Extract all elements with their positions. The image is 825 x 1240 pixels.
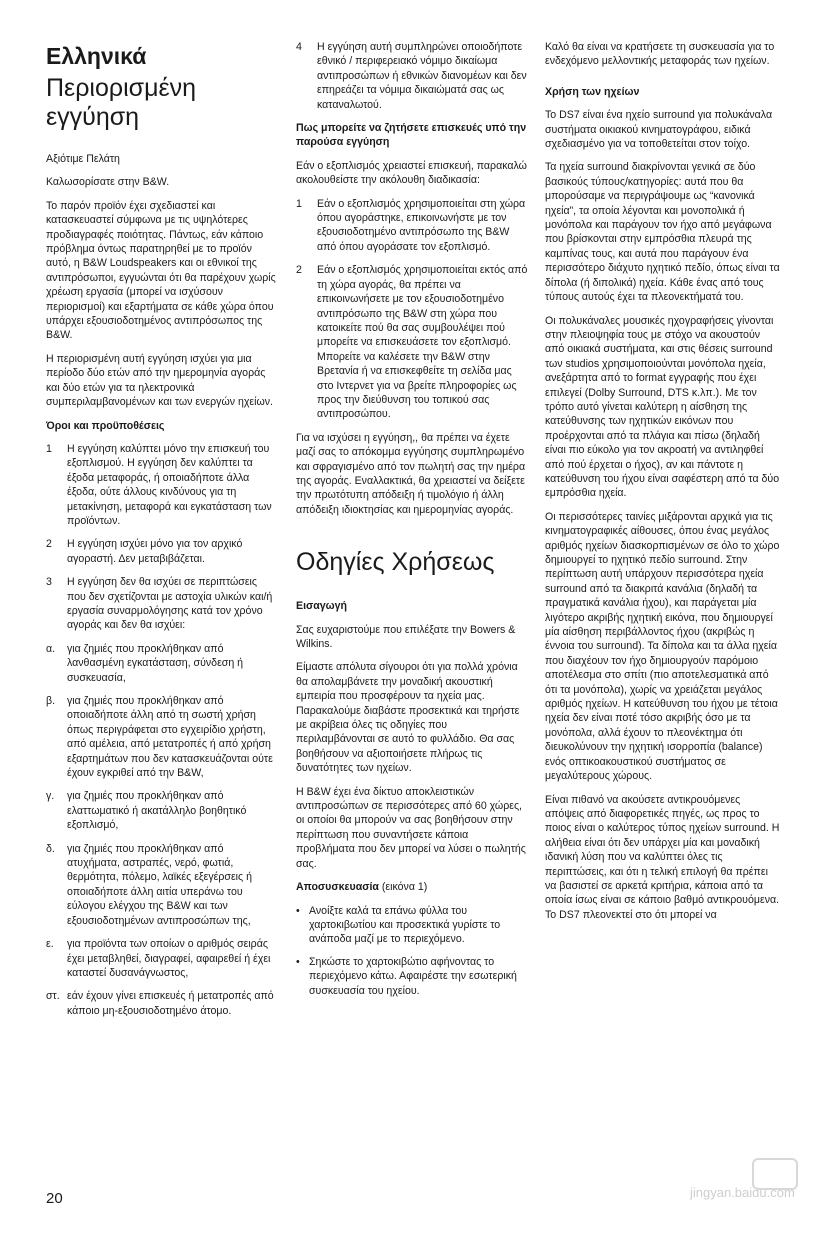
paragraph: Εάν ο εξοπλισμός χρειαστεί επισκευή, παρακαλώ ακολουθείστε την ακόλουθη διαδικασία: (296, 159, 527, 187)
terms-heading: Όροι και προϋποθέσεις (46, 419, 165, 432)
claim-heading: Πως μπορείτε να ζητήσετε επισκευές υπό την παρούσα εγγύηση (296, 122, 527, 149)
paragraph: Η περιορισμένη αυτή εγγύηση ισχύει για μια περίοδο δύο ετών από την ημερομηνία αγοράς και δύο ετών για τα ηλεκτρονικά συμπεριλαμβανομένων και των ενεργών ηχείων. (46, 352, 274, 409)
list-text: Εάν ο εξοπλισμός χρησιμοποιείται εκτός από τη χώρα αγοράς, θα πρέπει να επικοινωνήσετε με τον εξουσιοδοτημένο αντιπρόσωπο της B&W στη χώρα που κατοικείτε πού θα σας συμβουλέψει πού μπορείτε να επισκευάσετε τον εξοπλισμό. Μπορείτε να καλέσετε την B&W στην Βρετανία ή να επισκεφθείτε τη σελίδα μας στο Ιντερνετ για να βρείτε πληροφορίες ως προς την διεύθυνση του τοπικού σας αντιπροσώπου. (317, 264, 528, 421)
list-item (296, 197, 528, 255)
list-marker: δ. (46, 842, 55, 855)
list-item (296, 263, 528, 421)
paragraph: Είμαστε απόλυτα σίγουροι ότι για πολλά χρόνια θα απολαμβάνετε την μοναδική ακουστική εμπειρία που προσφέρουν τα ηχεία μας. Παρακαλούμε διαβάστε προσεκτικά και τηρήστε με ακρίβεια όλες τις οδηγίες που περιλαμβάνονται σε αυτό το φυλλάδιο. Θα σας βοηθήσουν να αξιοποιήσετε πλήρως τις δυνατότητες των ηχείων. (296, 661, 520, 775)
list-text: για ζημιές που προκλήθηκαν από ελαττωματικό ή ακατάλληλο βοηθητικό εξοπλισμό, (67, 790, 247, 832)
bullet-text: Σηκώστε το χαρτοκιβώτιο αφήνοντας το περιεχόμενο κάτω. Αφαιρέστε την εσωτερική συσκευασία του ηχείου. (309, 955, 517, 997)
list-marker: 1 (46, 442, 52, 455)
unpack-heading-text: Αποσυσκευασία (296, 881, 379, 894)
list-marker: 3 (46, 576, 52, 589)
list-text: εάν έχουν γίνει επισκευές ή μετατροπές από κάποιο μη-εξουσιοδοτημένο άτομο. (67, 990, 274, 1017)
list-item (46, 537, 278, 566)
list-marker: β. (46, 695, 56, 707)
watermark (690, 1186, 800, 1216)
bullet-text: Ανοίξτε καλά τα επάνω φύλλα του χαρτοκιβωτίου και προσεκτικά γυρίστε το ανάποδα μαζί με το περιεχόμενο. (309, 904, 501, 946)
list-text: Εάν ο εξοπλισμός χρησιμοποιείται στη χώρα όπου αγοράστηκε, επικοινωνήστε με τον εξουσιοδοτημένο αντιπρόσωπο της B&W από όπου αγοράσατε τον εξοπλισμό. (317, 197, 526, 253)
paragraph: Είναι πιθανό να ακούσετε αντικρουόμενες απόψεις από διαφορετικές πηγές, ως προς το ποιος είναι ο καλύτερος τύπος ηχείων surround. Η αλήθεια είναι ότι δεν υπάρχει μία και μοναδική ιδανική λύση που να καλύπτει όλες τις περιπτώσεις, και ότι η τελική επιλογή θα πρέπει να βασιστεί σε αρκετά κριτήρια, κάποια από τα οποία ίσως είναι σε κάποιο βαθμό αντικρουόμενα. Το DS7 πλεονεκτεί στο ότι μπορεί να (545, 793, 780, 921)
language-heading: Ελληνικά (46, 43, 147, 69)
watermark-text: jingyan.baidu.com (690, 1185, 795, 1200)
list-marker: 1 (296, 197, 302, 210)
section-title-manual: Οδηγίες Χρήσεως (296, 548, 495, 577)
bullet-item (296, 904, 528, 947)
intro-heading: Εισαγωγή (296, 600, 347, 613)
paragraph: Το παρόν προϊόν έχει σχεδιαστεί και κατασκευαστεί σύμφωνα με τις υψηλότερες προδιαγραφές ποιότητας. Πάντως, εάν κάποιο πρόβλημα όντως παρατηρηθεί με το προϊόν αυτό, η B&W Loudspeakers και οι εθνικοί της αντιπρόσωποι, εγγυώνται ότι θα παρέχουν χωρίς χρέωση εργασία (μπορεί να ισχύσουν περιορισμοί) και εξαρτήματα σε κάθε χώρα όπου υπάρχει εξουσιοδοτημένος αντιπρόσωπος της B&W. (46, 199, 276, 342)
bullet-icon: • (296, 904, 300, 917)
paragraph: Οι περισσότερες ταινίες μιξάρονται αρχικά για τις κινηματογραφικές αίθουσες, όπου ένας μεγάλος αριθμός ηχείων διασκορπισμένων σε όλο το χώρο δημιουργεί το ηχητικό πεδίο surround. Στην περίπτωση αυτή υπάρχουν περισσότερα ηχεία surround από τα διακριτά κανάλια (δηλαδή τα πραγματικά κανάλια ήχου), και παράγεται μία λιγότερο ακριβής ηχητική εικόνα, που δημιουργεί μία αίσθηση περιβάλλοντος ήχου (ακριβώς η έννοια του surround). Τα δίπολα και τα άλλα ηχεία που διαχέουν τον ήχο δημιουργούν παρόμοιο αποτέλεσμα στο σπίτι (πιο αποτελεσματικά από ότι τα μονόπολα), χωρίς να χρειάζεται μεγάλος αριθμός ηχείων. Η κατεύθυνση του ήχου με τέτοια ηχεία δεν είναι ποτέ τόσο ακριβής όσο με τα μονόπολα, αλλά έχουν το πλεονέκτημα ότι διευκολύνουν την ηχητική ισορροπία (balance) ενός οπτικοακουστικού συστήματος σε μεγαλύτερους χώρους. (545, 510, 780, 783)
bullet-item (296, 955, 528, 998)
paragraph: Καλό θα είναι να κρατήσετε τη συσκευασία για το ενδεχόμενο μελλοντικής μεταφοράς των ηχείων. (545, 41, 775, 68)
list-marker: 2 (46, 538, 52, 551)
paragraph: Σας ευχαριστούμε που επιλέξατε την Bowers & Wilkins. (296, 623, 516, 650)
list-item (46, 937, 278, 980)
bullet-icon: • (296, 955, 300, 968)
list-item (46, 989, 278, 1018)
list-text: για ζημιές που προκλήθηκαν από οποιαδήποτε άλλη από τη σωστή χρήση όπως περιγράφεται στο εγχειρίδιο χρήστη, από αμέλεια, από μετατροπές ή από χρήση εξαρτημάτων που δεν κατασκευάζονται ούτε έχουν εγκριθεί από την B&W, (67, 695, 273, 780)
list-text: Η εγγύηση καλύπτει μόνο την επισκευή του εξοπλισμού. Η εγγύηση δεν καλύπτει τα έξοδα μεταφοράς, ή οποιαδήποτε άλλα έξοδα, ούτε άλλους κινδύνους για τη μετακίνηση, μεταφορά και εγκατάσταση των προϊόντων. (67, 442, 272, 527)
list-marker: 2 (296, 264, 302, 277)
list-text: Η εγγύηση δεν θα ισχύει σε περιπτώσεις που δεν σχετίζονται με αστοχία υλικών και/ή εργασία συναρμολόγησης κατά τον χρόνο αγοράς και δεν θα ισχύει: (67, 576, 273, 632)
paragraph: Τα ηχεία surround διακρίνονται γενικά σε δύο βασικούς τύπους/κατηγορίες: αυτά που θα μπορούσαμε να περιγράψουμε ως “κανονικά ηχεία”, τα οποία λέγονται και μονοπολικά ή μονόπολα και παράγουν τον ήχο από μεγάφωνα που βρίσκονται στην εμπρόσθια πλευρά της καμπίνας τους, και αυτά που παράγουν ένα περισσότερο διάχυτο ηχητικό πεδίο, όπως είναι τα δίπολα (ή διπολικά) ηχεία. Κάθε ένας από τους τύπους αυτούς έχει τα πλεονεκτήματά του. (545, 161, 780, 304)
list-marker: γ. (46, 790, 55, 803)
page-number: 20 (46, 1190, 63, 1207)
figure-ref: (εικόνα 1) (381, 881, 428, 894)
list-text: Η εγγύηση ισχύει μόνο για τον αρχικό αγοραστή. Δεν μεταβιβάζεται. (67, 538, 243, 565)
paragraph: Το DS7 είναι ένα ηχείο surround για πολυκάναλα συστήματα οικιακού κινηματογράφου, ειδικά σχεδιασμένο για να τοποθετείται στον τοίχο. (545, 109, 773, 151)
list-item (46, 575, 278, 633)
unpack-heading (296, 880, 528, 894)
list-item (46, 642, 278, 685)
list-item (46, 694, 278, 780)
welcome: Καλωσορίσατε στην B&W. (46, 176, 170, 189)
list-marker: στ. (46, 990, 60, 1003)
list-text: Η εγγύηση αυτή συμπληρώνει οποιοδήποτε εθνικό / περιφερειακό νόμιμο δικαίωμα αντιπροσώπων ή εθνικών διανομέων και δεν επηρεάζει τα νόμιμα δικαιώματά σας ως καταναλωτού. (317, 41, 527, 111)
column-left (46, 40, 278, 1027)
list-text: για ζημιές που προκλήθηκαν από ατυχήματα, αστραπές, νερό, φωτιά, θερμότητα, πόλεμο, λαϊκές εξεγέρσεις ή οποιαδήποτε άλλη αιτία υπεράνω του εύλογου ελέγχου της B&W και των εξουσιοδοτημένων αντιπροσώπων της, (67, 842, 252, 927)
use-heading: Χρήση των ηχείων (545, 85, 640, 98)
list-text: για προϊόντα των οποίων ο αριθμός σειράς έχει μεταβληθεί, διαγραφεί, αφαιρεθεί ή έχει καταστεί δυσανάγνωστος, (67, 938, 271, 979)
watermark-logo-icon (752, 1158, 798, 1190)
list-marker: ε. (46, 938, 54, 951)
paragraph: Οι πολυκάναλες μουσικές ηχογραφήσεις γίνονται στην πλειοψηφία τους με στόχο να ακουστούν από οικιακά συστήματα, και στις θέσεις surround των studios χρησιμοποιούνται μονόπολα ηχεία, ανεξάρτητα από το format εγγραφής που έχει επιλεγεί (Dolby Surround, DTS κ.λπ.). Με τον τρόπο αυτό γίνεται καλύτερη η αίσθηση της κατεύθυνσης των ηχητικών εικόνων που προέρχονται από τα πλάγια και πίσω (δηλαδή είναι πιο εύκολο για τον ακροατή να αντιληφθεί από πού έρχεται ο ήχος), αν και πάντοτε η κατεύθυνση του ήχου είναι σαφέστερη από τα δύο εμπρόσθια ηχεία. (545, 314, 780, 500)
list-item (46, 789, 278, 832)
list-item (46, 442, 278, 528)
paragraph: Η B&W έχει ένα δίκτυο αποκλειστικών αντιπροσώπων σε περισσότερες από 60 χώρες, οι οποίοι θα μπορούν να σας βοηθήσουν στην περίπτωση που συναντήσετε κάποια προβλήματα που δεν μπορεί να λύσει ο πωλητής σας. (296, 785, 526, 870)
greeting: Αξιότιμε Πελάτη (46, 153, 120, 165)
list-marker: 4 (296, 41, 302, 53)
list-marker: α. (46, 642, 56, 655)
list-text: για ζημιές που προκλήθηκαν από λανθασμένη εγκατάσταση, σύνδεση ή συσκευασία, (67, 642, 244, 684)
column-middle (296, 40, 528, 1006)
section-title-warranty: Περιορισμένη εγγύηση (46, 74, 197, 131)
column-right (545, 40, 781, 931)
list-item (46, 842, 278, 928)
paragraph: Για να ισχύσει η εγγύηση,, θα πρέπει να έχετε μαζί σας το απόκομμα εγγύησης συμπληρωμένο και σφραγισμένο από τον πωλητή σας την ημέρα της αγοράς. Εναλλακτικά, θα χρειαστεί να δείξετε την πρωτότυπη απόδειξη ή τιμολόγιο ή άλλη απόδειξη ιδιοκτησίας και ημερομηνίας αγοράς. (296, 431, 526, 516)
list-item (296, 40, 528, 112)
